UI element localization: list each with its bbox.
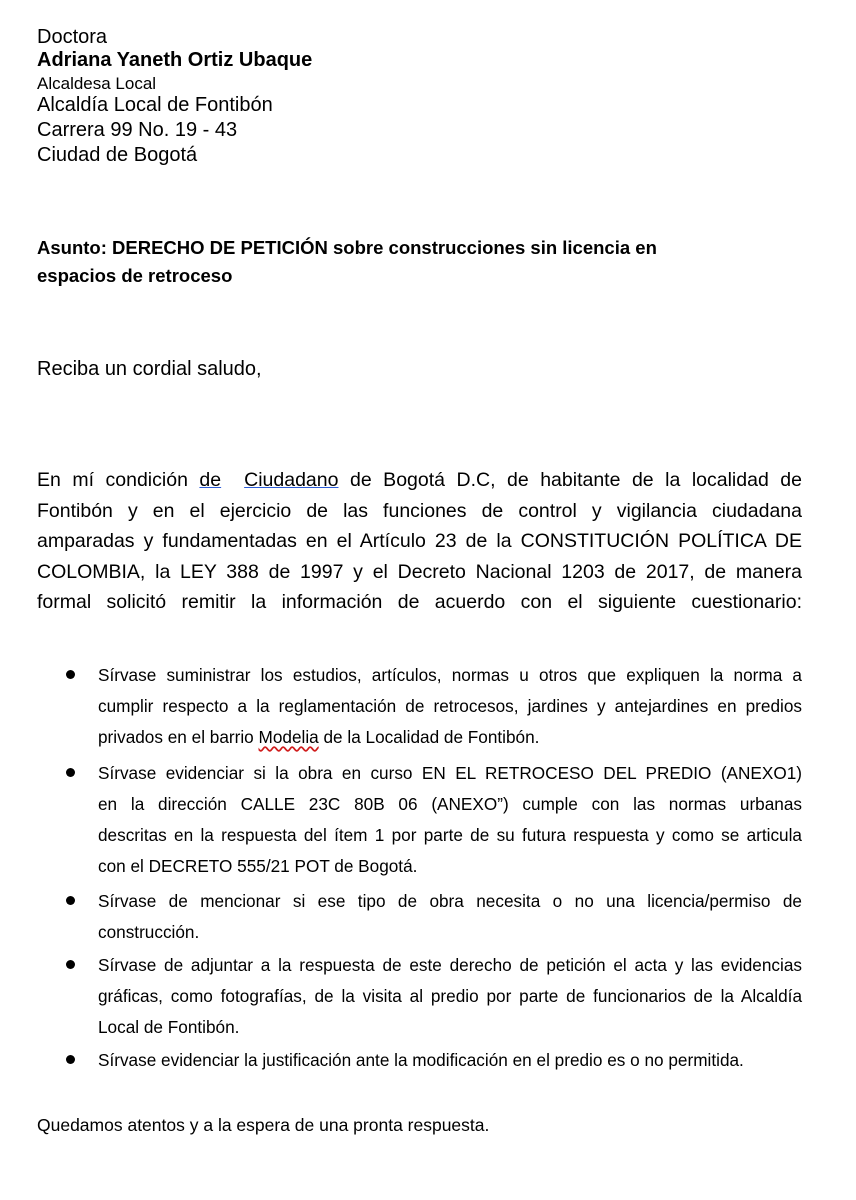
list-item-line: gráficas, como fotografías, de la visita al predio por parte de funcionarios de la Alcaldía xyxy=(98,986,802,1006)
subject-line: espacios de retroceso xyxy=(37,265,233,286)
body-paragraph xyxy=(37,465,802,618)
list-item-line: Sírvase de adjuntar a la respuesta de este derecho de petición el acta y las evidencias xyxy=(98,955,802,975)
bullet-icon xyxy=(66,670,75,679)
list-item-text xyxy=(98,660,802,753)
list-item-line: Sírvase evidenciar la justificación ante la modificación en el predio es o no permitida. xyxy=(98,1050,744,1070)
list-item-line: en la dirección CALLE 23C 80B 06 (ANEXO”) cumple con las normas urbanas xyxy=(98,794,802,814)
recipient-role: Alcaldesa Local xyxy=(37,74,157,93)
body-line xyxy=(37,465,802,496)
body-line: COLOMBIA, la LEY 388 de 1997 y el Decreto Nacional 1203 de 2017, de manera xyxy=(37,560,802,583)
list-item-line: construcción. xyxy=(98,922,200,942)
list-item-text xyxy=(98,1045,802,1076)
list-item-line: Sírvase de mencionar si ese tipo de obra necesita o no una licencia/permiso de xyxy=(98,891,802,911)
subject xyxy=(37,234,737,290)
bullet-icon xyxy=(66,896,75,905)
bullet-icon xyxy=(66,1055,75,1064)
body-line: amparadas y fundamentadas en el Artículo 23 de la CONSTITUCIÓN POLÍTICA DE xyxy=(37,530,802,552)
recipient-city: Ciudad de Bogotá xyxy=(37,144,198,166)
recipient-name: Adriana Yaneth Ortiz Ubaque xyxy=(37,49,313,71)
recipient-office: Alcaldía Local de Fontibón xyxy=(37,94,273,116)
list-item-text xyxy=(98,886,802,948)
list-item-text xyxy=(98,950,802,1043)
list-item-text xyxy=(98,758,802,882)
list-item-line xyxy=(98,722,802,753)
spell-flag-modelia: Modelia xyxy=(258,727,319,747)
greeting: Reciba un cordial saludo, xyxy=(37,358,262,380)
body-text xyxy=(221,469,244,491)
recipient-salutation: Doctora xyxy=(37,26,108,48)
spell-flag-ciudadano: Ciudadano xyxy=(244,469,339,491)
list-item-line: descritas en la respuesta del ítem 1 por parte de su futura respuesta y como se articula xyxy=(98,825,802,845)
list-item-line: cumplir respecto a la reglamentación de retrocesos, jardines y antejardines en predios xyxy=(98,696,802,716)
spell-flag-de: de xyxy=(199,469,222,491)
bullet-icon xyxy=(66,768,75,777)
recipient-address: Carrera 99 No. 19 - 43 xyxy=(37,119,238,141)
body-line: Fontibón y en el ejercicio de las funciones de control y vigilancia ciudadana xyxy=(37,499,802,522)
list-item-line: Local de Fontibón. xyxy=(98,1017,240,1037)
list-item-line: Sírvase evidenciar si la obra en curso EN EL RETROCESO DEL PREDIO (ANEXO1) xyxy=(98,763,802,783)
body-text: de Bogotá D.C, de habitante de la localidad de xyxy=(338,469,802,491)
body-line: formal solicitó remitir la información de acuerdo con el siguiente cuestionario: xyxy=(37,591,802,613)
list-item-line: Sírvase suministrar los estudios, artículos, normas u otros que expliquen la norma a xyxy=(98,665,802,685)
list-item-line: con el DECRETO 555/21 POT de Bogotá. xyxy=(98,856,418,876)
closing-line: Quedamos atentos y a la espera de una pronta respuesta. xyxy=(37,1115,490,1135)
list-item-text: de la Localidad de Fontibón. xyxy=(318,727,540,747)
list-item-text: privados en el barrio xyxy=(98,727,259,747)
bullet-icon xyxy=(66,960,75,969)
subject-line: Asunto: DERECHO DE PETICIÓN sobre construcciones sin licencia en xyxy=(37,237,657,258)
body-text: En mí condición xyxy=(37,469,200,491)
